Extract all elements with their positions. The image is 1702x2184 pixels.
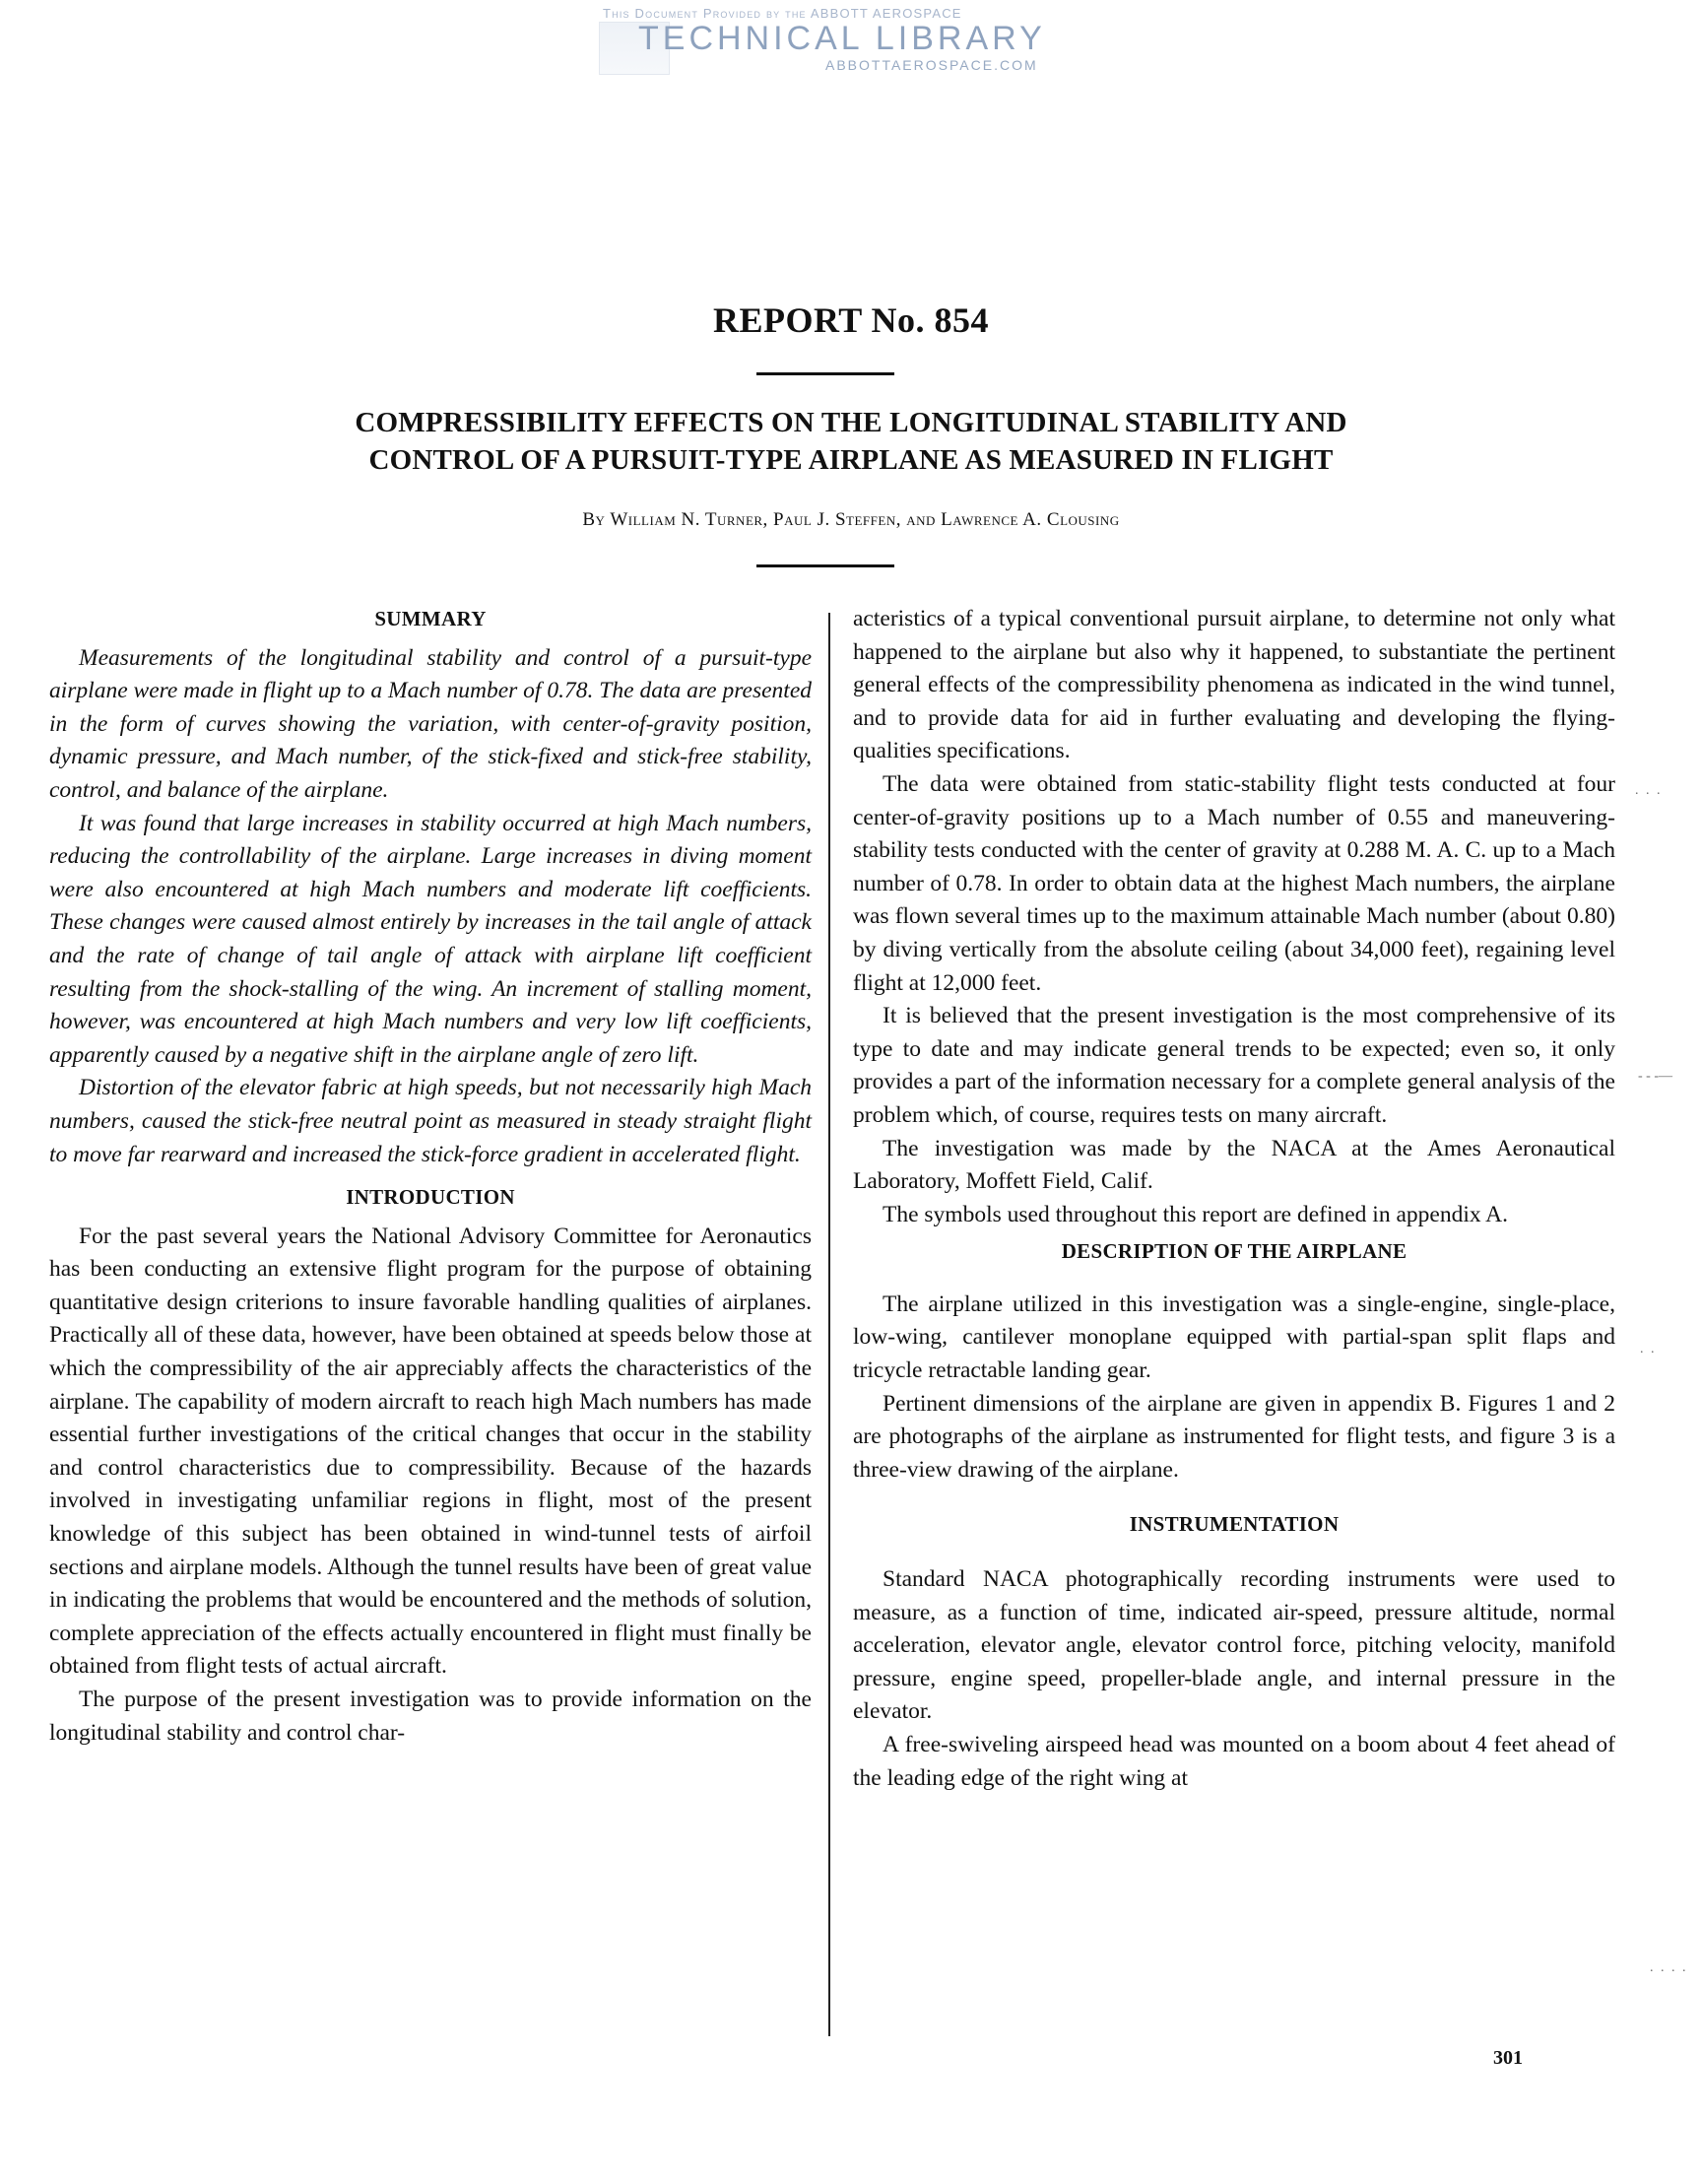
margin-scan-mark: . . xyxy=(1640,1342,1657,1357)
left-column xyxy=(49,603,812,1750)
watermark-banner xyxy=(599,4,1111,73)
description-heading: DESCRIPTION OF THE AIRPLANE xyxy=(1061,1239,1407,1264)
instrumentation-paragraph: Standard NACA photographically recording instruments were used to measure, as a function of time, indicated air-speed, pressure altitude, normal acceleration, elevator angle, elevator control force, pitching velocity, manifold pressure, engine speed, propeller-blade angle, and internal pressure in the elevator. xyxy=(853,1566,1615,1725)
right-column xyxy=(853,603,1615,1795)
report-number: REPORT No. 854 xyxy=(712,300,990,340)
margin-scan-mark: - - -— xyxy=(1638,1069,1672,1084)
watermark-library-name: TECHNICAL LIBRARY xyxy=(638,20,1046,57)
instrumentation-heading: INSTRUMENTATION xyxy=(1129,1512,1340,1537)
summary-paragraph: Distortion of the elevator fabric at high speeds, but not necessarily high Mach numbers, caused the stick-free neutral point as measured in steady straight flight to move far rearward and increased the stick-force gradient in accelerated flight. xyxy=(49,1075,812,1167)
description-paragraph: Pertinent dimensions of the airplane are given in appendix B. Figures 1 and 2 are photographs of the airplane as instrumented for flight tests, and figure 3 is a three-view drawing of the airplane. xyxy=(853,1390,1615,1483)
paper-title xyxy=(0,404,1702,479)
introduction-continued-paragraph: acteristics of a typical conventional pursuit airplane, to determine not only what happened to the airplane but also why it happened, to substantiate the pertinent general effects of the compressibility phenomena as indicated in the wind tunnel, and to provide data for aid in further evaluating and developing the flying-qualities specifications. xyxy=(853,606,1615,764)
introduction-paragraph: The purpose of the present investigation was to provide information on the longitudinal stability and control char- xyxy=(49,1687,812,1746)
page-number: 301 xyxy=(1493,2047,1523,2069)
title-rule-top xyxy=(756,372,894,375)
title-rule-bottom xyxy=(756,564,894,567)
introduction-heading: INTRODUCTION xyxy=(346,1185,515,1210)
introduction-continued-paragraph: The data were obtained from static-stability flight tests conducted at four center-of-gravity positions up to a Mach number of 0.55 and maneuvering-stability tests conducted with the center of gravity at 0.288 M. A. C. up to a Mach number of 0.78. In order to obtain data at the highest Mach numbers, the airplane was flown several times up to the maximum attainable Mach number (about 0.80) by diving vertically from the absolute ceiling (about 34,000 feet), regaining level flight at 12,000 feet. xyxy=(853,770,1615,996)
watermark-provided-by: This Document Provided by the ABBOTT AEROSPACE xyxy=(603,6,962,21)
introduction-continued-paragraph: It is believed that the present investigation is the most comprehensive of its type to date and may indicate general trends to be expected; even so, it only provides a part of the information necessary for a complete general analysis of the problem which, of course, requires tests on many aircraft. xyxy=(853,1003,1615,1128)
author-byline: By William N. Turner, Paul J. Steffen, and Lawrence A. Clousing xyxy=(582,509,1120,530)
margin-scan-mark: . . . xyxy=(1635,783,1663,798)
title-line-2: CONTROL OF A PURSUIT-TYPE AIRPLANE AS MEASURED IN FLIGHT xyxy=(368,444,1334,476)
summary-heading: SUMMARY xyxy=(374,607,487,630)
introduction-paragraph: For the past several years the National Advisory Committee for Aeronautics has been conducting an extensive flight program for the purpose of obtaining quantitative design criterions to insure favorable handling qualities of airplanes. Practically all of these data, however, have been obtained at speeds below those at which the compressibility of the air appreciably affects the characteristics of the airplane. The capability of modern aircraft to reach high Mach numbers has made essential further investigations of the critical changes that occur in the stability and control characteristics due to compressibility. Because of the hazards involved in investigating unfamiliar regions in flight, most of the present knowledge of this subject has been obtained in wind-tunnel tests of airfoil sections and airplane models. Although the tunnel results have been of great value in indicating the problems that would be encountered and the methods of solution, complete appreciation of the effects actually encountered in flight must finally be obtained from flight tests of actual aircraft. xyxy=(49,1223,812,1680)
introduction-continued-paragraph: The symbols used throughout this report are defined in appendix A. xyxy=(883,1201,1509,1227)
description-paragraph: The airplane utilized in this investigation was a single-engine, single-place, low-wing, cantilever monoplane equipped with partial-span split flaps and tricycle retractable landing gear. xyxy=(853,1291,1615,1384)
introduction-continued-paragraph: The investigation was made by the NACA at the Ames Aeronautical Laboratory, Moffett Field, Calif. xyxy=(853,1135,1615,1195)
title-line-1: COMPRESSIBILITY EFFECTS ON THE LONGITUDINAL STABILITY AND xyxy=(355,407,1347,438)
margin-scan-mark: . . . . xyxy=(1650,1960,1688,1975)
column-divider xyxy=(828,613,830,2036)
instrumentation-paragraph: A free-swiveling airspeed head was mounted on a boom about 4 feet ahead of the leading edge of the right wing at xyxy=(853,1732,1615,1791)
summary-paragraph: It was found that large increases in stability occurred at high Mach numbers, reducing the controllability of the airplane. Large increases in diving moment were also encountered at high Mach numbers and moderate lift coefficients. These changes were caused almost entirely by increases in the tail angle of attack and the rate of change of tail angle of attack with airplane lift coefficient resulting from the shock-stalling of the wing. An increment of stalling moment, however, was encountered at high Mach numbers and very low lift coefficients, apparently caused by a negative shift in the airplane angle of zero lift. xyxy=(49,810,812,1068)
summary-paragraph: Measurements of the longitudinal stability and control of a pursuit-type airplane were made in flight up to a Mach number of 0.78. The data are presented in the form of curves showing the variation, with center-of-gravity position, dynamic pressure, and Mach number, of the stick-fixed and stick-free stability, control, and balance of the airplane. xyxy=(49,644,812,803)
watermark-url: ABBOTTAEROSPACE.COM xyxy=(825,57,1038,73)
